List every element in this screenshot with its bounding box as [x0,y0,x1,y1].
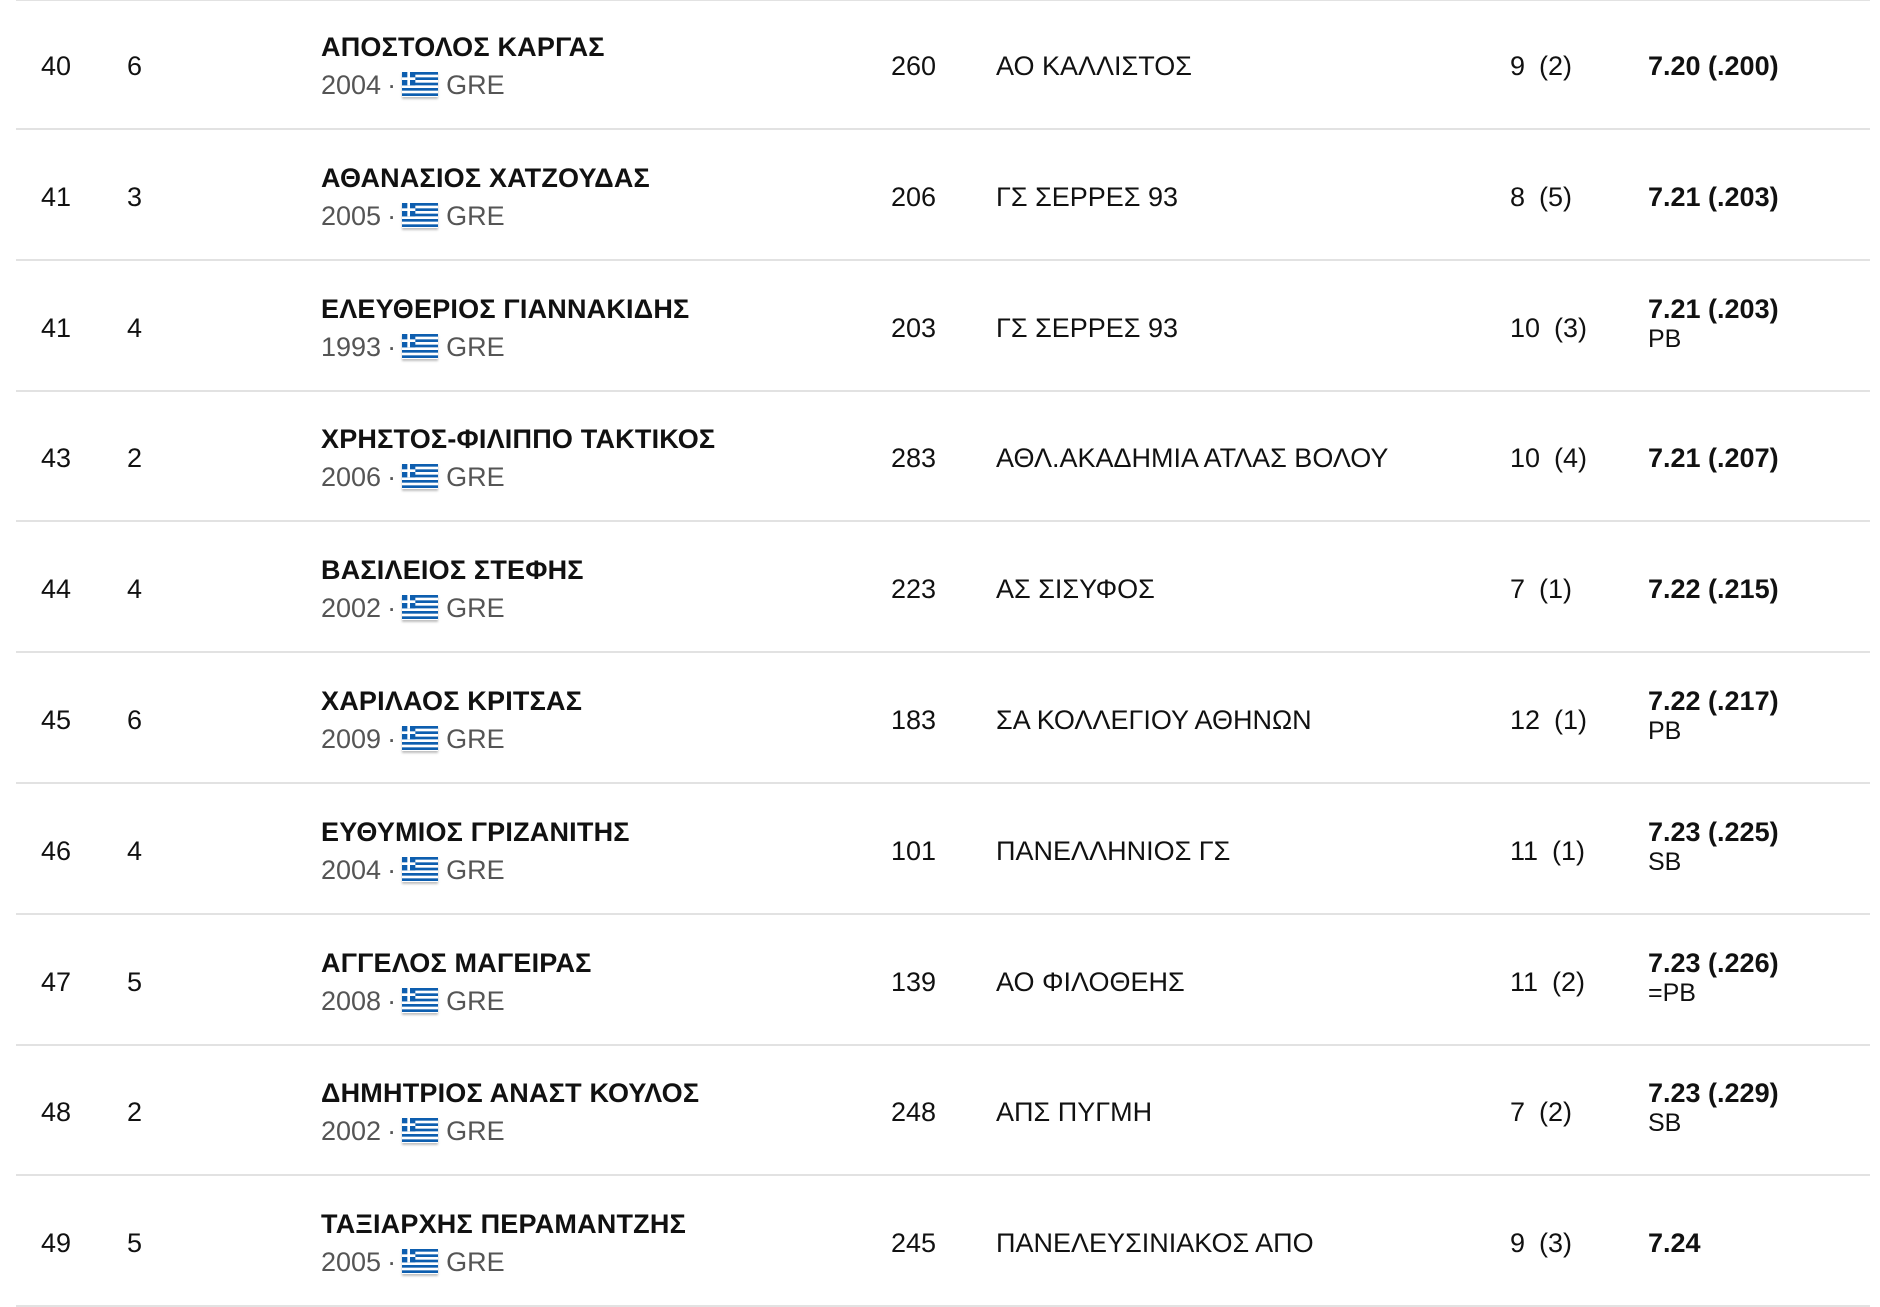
athlete-name[interactable]: ΤΑΞΙΑΡΧΗΣ ΠΕΡΑΜΑΝΤΖΗΣ [321,1209,686,1239]
lane-position [1510,1096,1572,1128]
athlete-meta [321,1115,699,1147]
meta-separator: · [387,462,397,492]
athlete-name[interactable]: ΑΓΓΕΛΟΣ ΜΑΓΕΙΡΑΣ [321,948,592,978]
athlete-cell [321,685,582,755]
meta-separator: · [387,724,397,754]
athlete-cell [321,1077,699,1147]
table-row[interactable] [16,785,1870,915]
country-code: GRE [446,201,505,231]
heat-position: (2) [1552,967,1586,997]
club-name: ΠΑΝΕΛΛΗΝΙΟΣ ΓΣ [996,836,1231,866]
lane-position [1510,181,1572,213]
club-name: ΓΣ ΣΕΡΡΕΣ 93 [996,313,1179,343]
lane-number: 11 [1510,967,1539,997]
heat-number: 4 [127,574,143,604]
rank: 41 [41,313,72,343]
heat-number: 6 [127,51,143,81]
athlete-meta [321,592,584,624]
lane-number: 10 [1510,443,1541,473]
lane-number: 7 [1510,1097,1526,1127]
club-name: ΓΣ ΣΕΡΡΕΣ 93 [996,182,1179,212]
athlete-name[interactable]: ΑΠΟΣΤΟΛΟΣ ΚΑΡΓΑΣ [321,32,605,62]
birth-year: 2005 [321,1247,382,1277]
club-name: ΑΣ ΣΙΣΥΦΟΣ [996,574,1155,604]
result-mark [1648,1227,1701,1259]
club-name: ΣΑ ΚΟΛΛΕΓΙΟΥ ΑΘΗΝΩΝ [996,705,1312,735]
result-note: SB [1648,1109,1682,1137]
athlete-cell [321,1208,686,1278]
birth-year: 2006 [321,462,382,492]
athlete-cell [321,554,584,624]
lane-position [1510,966,1585,998]
club-name: ΑΟ ΚΑΛΛΙΣΤΟΣ [996,51,1192,81]
lane-position [1510,835,1585,867]
table-row[interactable] [16,1177,1870,1307]
meta-separator: · [387,332,397,362]
result-mark [1648,816,1779,876]
result-time: 7.23 (.229) [1648,1078,1779,1108]
lane-position [1510,312,1587,344]
heat-number: 2 [127,443,143,473]
bib-number: 260 [891,51,937,81]
greece-flag-icon [402,987,438,1013]
bib-number: 223 [891,574,937,604]
lane-position [1510,573,1572,605]
result-note: PB [1648,717,1682,745]
result-mark [1648,181,1779,213]
rank: 45 [41,705,72,735]
greece-flag-icon [402,71,438,97]
club-name: ΠΑΝΕΛΕΥΣΙΝΙΑΚΟΣ ΑΠΟ [996,1228,1314,1258]
greece-flag-icon [402,856,438,882]
bib-number: 245 [891,1228,937,1258]
bib-number: 101 [891,836,937,866]
meta-separator: · [387,70,397,100]
lane-position [1510,50,1572,82]
country-code: GRE [446,724,505,754]
heat-position: (1) [1554,705,1588,735]
lane-position [1510,442,1587,474]
lane-number: 10 [1510,313,1541,343]
birth-year: 2004 [321,855,382,885]
birth-year: 1993 [321,332,382,362]
club-name: ΑΠΣ ΠΥΓΜΗ [996,1097,1153,1127]
heat-position: (3) [1554,313,1588,343]
result-note: SB [1648,848,1682,876]
heat-number: 3 [127,182,143,212]
result-mark [1648,442,1779,474]
birth-year: 2002 [321,1116,382,1146]
athlete-meta [321,331,689,363]
result-time: 7.24 [1648,1228,1701,1258]
country-code: GRE [446,1116,505,1146]
country-code: GRE [446,855,505,885]
result-mark [1648,1077,1779,1137]
greece-flag-icon [402,463,438,489]
rank: 41 [41,182,72,212]
athlete-name[interactable]: ΧΡΗΣΤΟΣ-ΦΙΛΙΠΠΟ ΤΑΚΤΙΚΟΣ [321,424,716,454]
greece-flag-icon [402,1117,438,1143]
result-note: PB [1648,325,1682,353]
table-row[interactable] [16,131,1870,261]
table-row[interactable] [16,916,1870,1046]
bib-number: 183 [891,705,937,735]
lane-number: 11 [1510,836,1539,866]
meta-separator: · [387,1247,397,1277]
heat-position: (2) [1539,51,1573,81]
lane-number: 12 [1510,705,1541,735]
result-time: 7.21 (.203) [1648,294,1779,324]
athlete-cell [321,31,605,101]
athlete-cell [321,162,650,232]
lane-position [1510,1227,1572,1259]
result-time: 7.22 (.217) [1648,686,1779,716]
heat-position: (5) [1539,182,1573,212]
club-name: ΑΘΛ.ΑΚΑΔΗΜΙΑ ΑΤΛΑΣ ΒΟΛΟΥ [996,443,1389,473]
athlete-name[interactable]: ΕΛΕΥΘΕΡΙΟΣ ΓΙΑΝΝΑΚΙΔΗΣ [321,294,690,324]
birth-year: 2008 [321,986,382,1016]
greece-flag-icon [402,333,438,359]
lane-number: 9 [1510,1228,1526,1258]
result-mark [1648,685,1779,745]
bib-number: 203 [891,313,937,343]
result-mark [1648,947,1779,1007]
heat-position: (1) [1552,836,1586,866]
heat-position: (3) [1539,1228,1573,1258]
table-row[interactable] [16,392,1870,522]
meta-separator: · [387,855,397,885]
athlete-cell [321,816,630,886]
greece-flag-icon [402,1248,438,1274]
table-row[interactable] [16,1046,1870,1176]
athlete-cell [321,423,715,493]
athlete-name[interactable]: ΔΗΜΗΤΡΙΟΣ ΑΝΑΣΤ ΚΟΥΛΟΣ [321,1078,700,1108]
result-time: 7.21 (.207) [1648,443,1779,473]
greece-flag-icon [402,202,438,228]
athlete-meta [321,1246,686,1278]
birth-year: 2005 [321,201,382,231]
table-row[interactable] [16,262,1870,392]
lane-position [1510,704,1587,736]
result-mark [1648,50,1779,82]
heat-position: (4) [1554,443,1588,473]
athlete-meta [321,200,650,232]
rank: 47 [41,967,72,997]
rank: 46 [41,836,72,866]
greece-flag-icon [402,594,438,620]
country-code: GRE [446,1247,505,1277]
athlete-meta [321,985,592,1017]
heat-position: (1) [1539,574,1573,604]
lane-number: 8 [1510,182,1526,212]
heat-number: 4 [127,313,143,343]
athlete-meta [321,461,715,493]
athlete-meta [321,69,605,101]
meta-separator: · [387,201,397,231]
heat-number: 4 [127,836,143,866]
athlete-name[interactable]: ΒΑΣΙΛΕΙΟΣ ΣΤΕΦΗΣ [321,555,584,585]
heat-number: 5 [127,1228,143,1258]
meta-separator: · [387,593,397,623]
result-mark [1648,573,1779,605]
rank: 44 [41,574,72,604]
birth-year: 2004 [321,70,382,100]
club-name: ΑΟ ΦΙΛΟΘΕΗΣ [996,967,1185,997]
athlete-name[interactable]: ΑΘΑΝΑΣΙΟΣ ΧΑΤΖΟΥΔΑΣ [321,163,650,193]
heat-number: 5 [127,967,143,997]
country-code: GRE [446,462,505,492]
athlete-cell [321,947,592,1017]
rank: 49 [41,1228,72,1258]
country-code: GRE [446,593,505,623]
meta-separator: · [387,986,397,1016]
lane-number: 9 [1510,51,1526,81]
country-code: GRE [446,70,505,100]
table-row[interactable] [16,523,1870,653]
table-row[interactable] [16,0,1870,130]
rank: 40 [41,51,72,81]
result-mark [1648,293,1779,353]
bib-number: 139 [891,967,937,997]
country-code: GRE [446,332,505,362]
lane-number: 7 [1510,574,1526,604]
result-time: 7.21 (.203) [1648,182,1779,212]
heat-position: (2) [1539,1097,1573,1127]
result-time: 7.20 (.200) [1648,51,1779,81]
athlete-name[interactable]: ΧΑΡΙΛΑΟΣ ΚΡΙΤΣΑΣ [321,686,583,716]
heat-number: 6 [127,705,143,735]
rank: 48 [41,1097,72,1127]
athlete-name[interactable]: ΕΥΘΥΜΙΟΣ ΓΡΙΖΑΝΙΤΗΣ [321,817,630,847]
table-row[interactable] [16,654,1870,784]
bib-number: 248 [891,1097,937,1127]
result-time: 7.23 (.225) [1648,817,1779,847]
athlete-meta [321,723,582,755]
rank: 43 [41,443,72,473]
result-time: 7.23 (.226) [1648,948,1779,978]
meta-separator: · [387,1116,397,1146]
athlete-cell [321,293,689,363]
bib-number: 206 [891,182,937,212]
result-time: 7.22 (.215) [1648,574,1779,604]
bib-number: 283 [891,443,937,473]
athlete-meta [321,854,630,886]
country-code: GRE [446,986,505,1016]
birth-year: 2002 [321,593,382,623]
greece-flag-icon [402,725,438,751]
result-note: =PB [1648,979,1696,1007]
heat-number: 2 [127,1097,143,1127]
birth-year: 2009 [321,724,382,754]
